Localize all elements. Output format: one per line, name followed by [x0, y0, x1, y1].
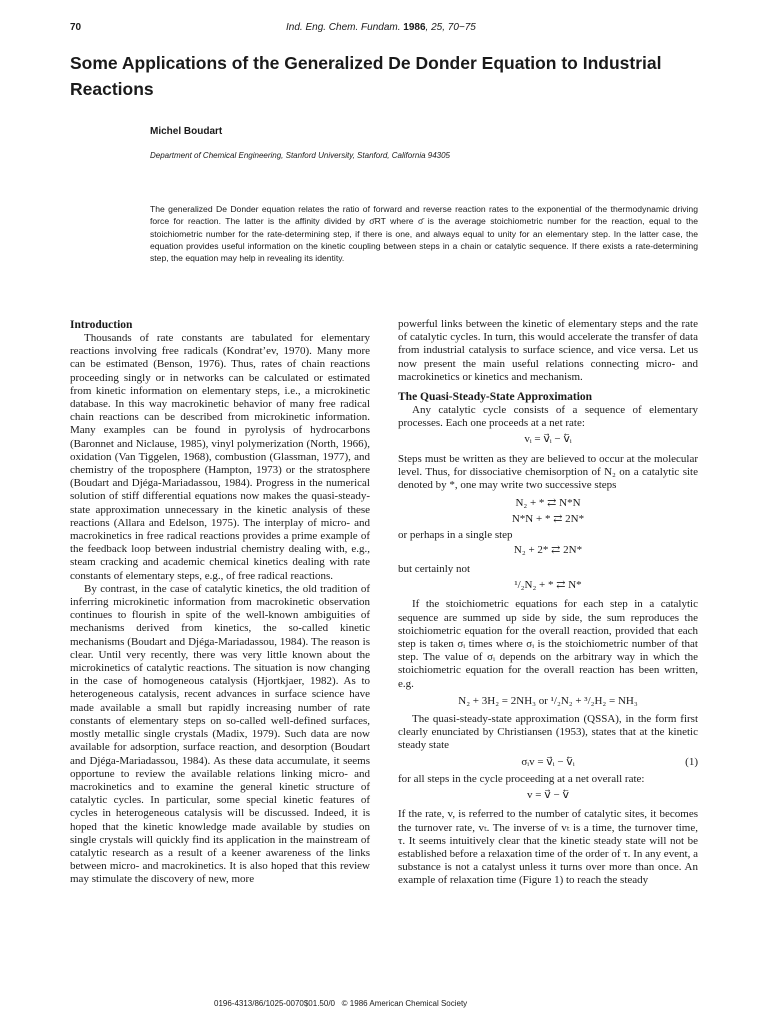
left-column [70, 318, 370, 887]
equation-step-2: N*N + * ⇄ 2N* [511, 513, 585, 526]
equation-1-number: (1) [685, 755, 698, 768]
equation-step-1: N₂ + * ⇄ N*N [515, 497, 581, 510]
intro-paragraph-continued: powerful links between the kinetic of elementary steps and the rate of catalytic cycles. In turn, this would accelerate the transfer of data from industrial catalysis to surface science, and vice versa. Let us now present the main useful relations connecting micro- and macrokinetics or kinetics and mechanism. [398, 318, 698, 383]
qssa-paragraph-7: for all steps in the cycle proceeding at a net overall rate: [398, 772, 645, 785]
article-title: Some Applications of the Generalized De Donder Equation to Industrial Reactions [70, 53, 662, 99]
page-number: 70 [70, 22, 82, 33]
journal-volume-pages: , 25, 70−75 [425, 22, 476, 33]
qssa-paragraph-1: Any catalytic cycle consists of a sequence of elementary processes. Each one proceeds at a net rate: [398, 404, 698, 430]
qssa-paragraph-4: but certainly not [398, 563, 471, 576]
equation-1-body: σᵢv = v⃗ᵢ − v⃖ᵢ [521, 755, 575, 768]
qssa-paragraph-6: The quasi-steady-state approximation (QSSA), in the form first clearly enunciated by Christiansen (1953), states that at the kinetic steady state [398, 713, 698, 752]
equation-single-step: N₂ + 2* ⇄ 2N* [513, 543, 583, 556]
intro-paragraph-2: By contrast, in the case of catalytic kinetics, the old tradition of inferring microkinetic information from macrokinetic observation continues to flourish in spite of the well-known ambiguities of mechanisms derived from kinetics, the so-called kinetic mechanisms (Boudart and Djéga-Mariadassou, 1984). The reason is clear. Until very recently, there was very little known about the microkinetics of catalytic reactions. The situation is now changing in the case of homogeneous catalysis (Hjortkjaer, 1982). As to heterogeneous catalysis, recent advances in surface science have made available a small but rapidly increasing number of rate constants of elementary steps on so-called well-defined surfaces, mostly metallic single crystals (Madix, 1979). Such data are now available for adsorption, surface reaction, and desorption (Boudart and Djéga-Mariadassou, 1984). As these data accumulate, it seems opportune to review the available relations linking micro- and macrokinetics and to examine the general kinetic structure of catalytic cycles. In particular, some special kinetic features of cycles in heterogeneous catalysis will be discussed. Indeed, it is hoped that the kinetic knowledge made available by studies on single crystals will quickly find its application in the mainstream of catalytic research as a result of a keener awareness of the links between micro- and macrokinetics. It is also hoped that this review may stimulate the discovery of new, more [70, 582, 370, 886]
qssa-paragraph-2: Steps must be written as they are believed to occur at the molecular level. Thus, for dissociative chemisorption of N₂ on a catalytic site denoted by *, one may write two successive steps [398, 452, 698, 492]
qssa-paragraph-3: or perhaps in a single step [398, 528, 513, 541]
equation-overall-reaction: N₂ + 3H₂ = 2NH₃ or ¹/₂N₂ + ³/₂H₂ = NH₃ [458, 694, 638, 707]
author-name: Michel Boudart [150, 126, 223, 137]
footer-copyright: © 1986 American Chemical Society [341, 999, 468, 1008]
qssa-paragraph-5: If the stoichiometric equations for each step in a catalytic sequence are summed up side by side, the sum reproduces the stoichiometric equation for the overall reaction, provided that each step is taken σᵢ times where σᵢ is the stoichiometric number of that step. The value of σᵢ depends on the arbitrary way in which the stoichiometric equation for the overall reaction has been written, e.g. [398, 598, 698, 690]
equation-net-rate: vᵢ = v⃗ᵢ − v⃖ᵢ [524, 433, 572, 446]
intro-paragraph-1: Thousands of rate constants are tabulated for elementary reactions involving free radicals (Kondrat’ev, 1970). Many more can be estimated (Benson, 1976). Thus, rates of chain reactions proceeding singly or in networks can be calculated or estimated from kinetic information on elementary steps, i.e., a microkinetic database. In this way macrokinetic behavior of many free radical chain reactions can be described from microkinetic information. Many examples can be found in pyrolysis of hydrocarbons (Baronnet and Niclause, 1985), vinyl polymerization (North, 1966), oxidation (Van Tiggelen, 1968), combustion (Glassman, 1977), and chemistry of the troposphere (Hampton, 1973) or the stratosphere (Boudart and Djéga-Mariadassou, 1984). Progress in the numerical solution of stiff differential equations now makes the quasi-steady-state approximation unnecessary in the kinetic analysis of these reactions (Allara and Edelson, 1975). The interplay of micro- and macrokinetics in free radical reactions provides a prime example of the feedback loop between industrial chemistry dealing with, e.g., steam cracking and academic chemical kinetics dealing with rate constants of elementary steps, e.g., of free radical reactions. [70, 332, 370, 582]
equation-not-valid: ¹/₂N₂ + * ⇄ N* [514, 579, 582, 592]
equation-overall-rate: v = v⃗ − v⃖ [527, 789, 569, 802]
right-column [398, 318, 698, 888]
qssa-paragraph-8: If the rate, v, is referred to the number of catalytic sites, it becomes the turnover rate, vₜ. The inverse of vₜ is a time, the turnover time, τ. It seems intuitively clear that the kinetic steady state will not be established before a relaxation time of the order of τ. In any event, a substance is not a catalyst unless it turns over more than once. An example of relaxation time (Figure 1) to reach the steady [398, 808, 698, 887]
footer-code: 0196-4313/86/1025-0070$01.50/0 [214, 999, 335, 1008]
journal-name: Ind. Eng. Chem. Fundam. [286, 22, 401, 33]
journal-citation [286, 22, 476, 33]
section-heading-introduction: Introduction [70, 319, 133, 331]
page-footer [214, 999, 467, 1008]
equation-1 [398, 756, 698, 769]
author-affiliation: Department of Chemical Engineering, Stanford University, Stanford, California 94305 [150, 151, 451, 160]
journal-year: 1986 [403, 22, 426, 33]
abstract: The generalized De Donder equation relates the ratio of forward and reverse reaction rates to the exponential of the thermodynamic driving force for reaction. The latter is the affinity divided by σ̄RT where σ̄ is the average stoichiometric number for the reaction, equal to the stoichiometric number for the rate-determining step, if there is one, and always equal to unity for an elementary step. In the latter case, the equation provides useful information on the kinetic coupling between steps in a chain or catalytic sequence. If there exists a rate-determining step, the equation may help in revealing its identity. [150, 204, 698, 264]
section-heading-qssa: The Quasi-Steady-State Approximation [398, 391, 593, 404]
